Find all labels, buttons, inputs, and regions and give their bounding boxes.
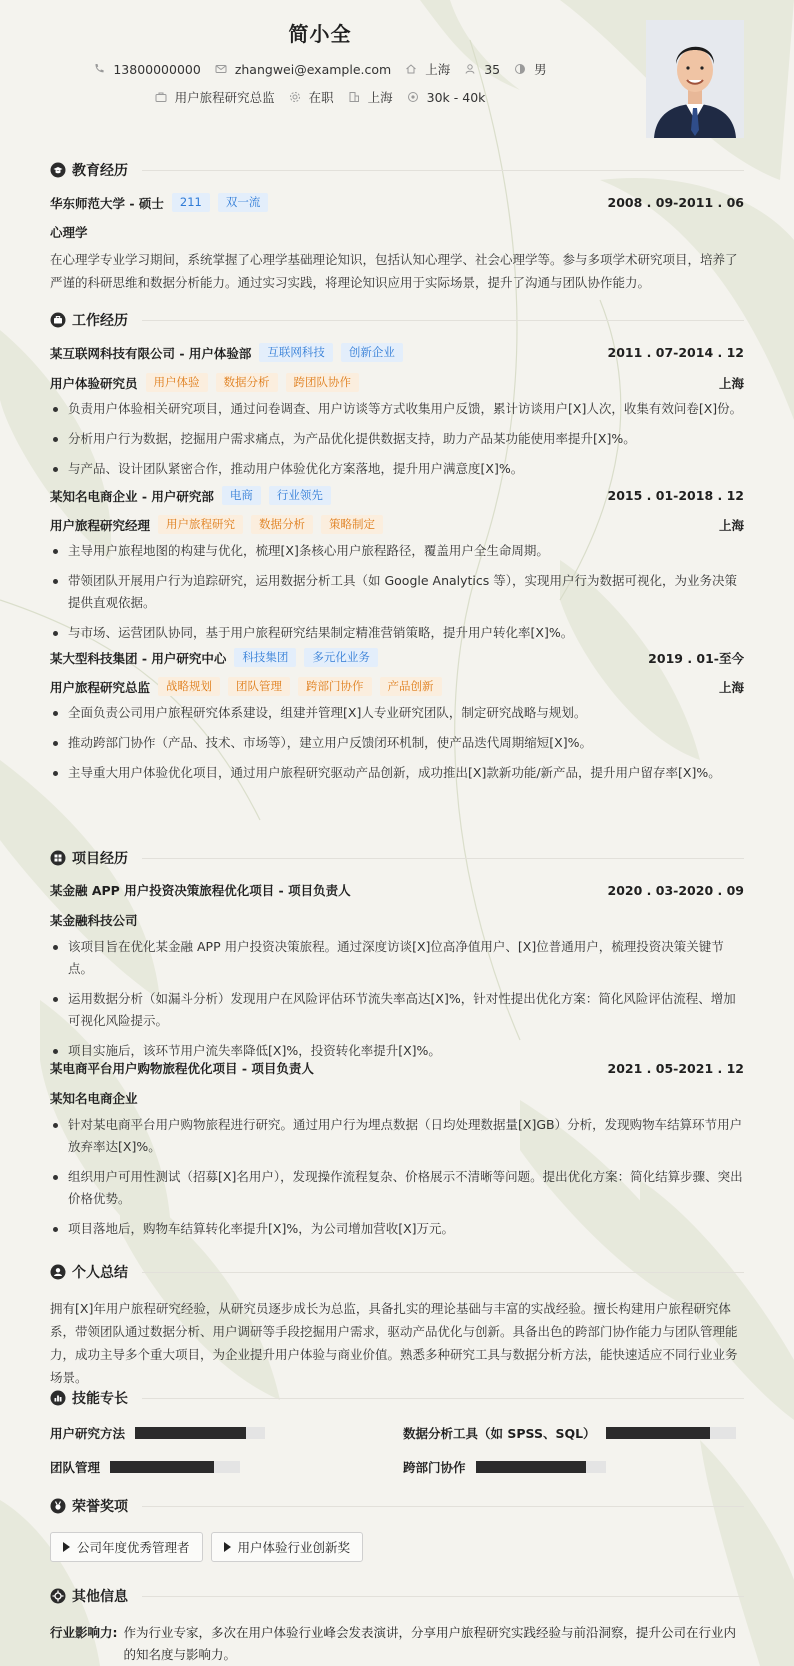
section-heading: 项目经历 — [72, 851, 128, 867]
chart-icon — [50, 1390, 66, 1406]
project-header-row — [50, 1059, 744, 1077]
section-heading: 其他信息 — [72, 1589, 128, 1605]
project-bullets — [50, 936, 744, 1070]
job-city: 上海 — [718, 517, 744, 533]
phone-item — [93, 62, 200, 77]
list-item: 针对某电商平台用户购物旅程进行研究。通过用户行为埋点数据（日均处理数据量[X]GB）分析，发现购物车结算环节用户放弃率达[X]%。 — [50, 1114, 744, 1158]
person-icon — [50, 1264, 66, 1280]
job-period: 2011 . 07-2014 . 12 — [607, 345, 744, 360]
company-name: 某知名电商企业 - 用户研究部 — [50, 488, 214, 504]
job-header-row — [50, 648, 744, 667]
school-tag: 双一流 — [218, 193, 269, 212]
summary-text: 拥有[X]年用户旅程研究经验，从研究员逐步成长为总监，具备扎实的理论基础与丰富的实战经验。擅长构建用户旅程研究体系，带领团队通过数据分析、用户调研等手段挖掘用户需求，驱动产品优化与创新。具备出色的跨部门协作能力与团队管理能力，成功主导多个重大项目，为企业提升用户体验与商业价值。熟悉多种研究工具与数据分析方法，能快速适应不同行业业务场景。 — [50, 1301, 738, 1385]
job-role-row — [50, 515, 744, 534]
gender-item — [514, 60, 547, 78]
role-tag: 跨部门协作 — [298, 677, 372, 696]
play-icon — [224, 1542, 231, 1552]
medal-icon — [50, 1498, 66, 1514]
job-header-row — [50, 486, 744, 505]
company-tag: 互联网科技 — [259, 343, 333, 362]
city-text: 上海 — [367, 90, 393, 105]
job-bullets — [50, 398, 744, 488]
user-icon — [464, 63, 476, 75]
briefcase-icon — [155, 91, 167, 103]
status-item — [289, 88, 334, 106]
work-section-title — [50, 310, 744, 330]
list-item: 带领团队开展用户行为追踪研究，运用数据分析工具（如 Google Analytics 等），实现用户行为数据可视化，为业务决策提供直观依据。 — [50, 570, 744, 614]
job-bullets — [50, 702, 744, 792]
award-item — [50, 1532, 203, 1562]
job-role-row — [50, 373, 744, 392]
status-text: 在职 — [308, 90, 334, 105]
skill-bar — [606, 1427, 736, 1439]
project-org-row — [50, 911, 744, 929]
school-tag: 211 — [172, 193, 210, 212]
skill-name: 团队管理 — [50, 1460, 101, 1475]
skill-bar-fill — [135, 1427, 246, 1439]
age-item — [464, 62, 500, 77]
salary-text: 30k - 40k — [426, 89, 486, 105]
other-section-title — [50, 1586, 744, 1606]
role-tag: 策略制定 — [321, 515, 383, 534]
job-role: 用户旅程研究经理 — [50, 517, 151, 533]
grid-icon — [50, 850, 66, 866]
skill-name: 用户研究方法 — [50, 1426, 126, 1441]
role-tag: 战略规划 — [158, 677, 220, 696]
role-tag: 数据分析 — [216, 373, 278, 392]
skill-item — [50, 1458, 240, 1476]
gender-text: 男 — [534, 62, 547, 77]
section-divider — [142, 320, 744, 321]
graduation-cap-icon — [50, 162, 66, 178]
major-row — [50, 223, 744, 241]
education-header-row — [50, 193, 744, 212]
award-name: 公司年度优秀管理者 — [77, 1540, 190, 1555]
list-item: 负责用户体验相关研究项目，通过问卷调查、用户访谈等方式收集用户反馈，累计访谈用户[X]人次，收集有效问卷[X]份。 — [50, 398, 744, 420]
section-divider — [142, 170, 744, 171]
project-period: 2020 . 03-2020 . 09 — [607, 882, 744, 898]
role-tag: 产品创新 — [380, 677, 442, 696]
email-item — [215, 62, 391, 77]
gear-icon — [289, 91, 301, 103]
skill-bar — [135, 1427, 265, 1439]
list-item: 组织用户可用性测试（招募[X]名用户），发现操作流程复杂、价格展示不清晰等问题。提出优化方案：简化结算步骤、突出价格优势。 — [50, 1166, 744, 1210]
play-icon — [63, 1542, 70, 1552]
skill-item — [50, 1424, 265, 1442]
profile-photo — [646, 20, 744, 138]
awards-section-title — [50, 1496, 744, 1516]
phone-icon — [93, 63, 105, 75]
projects-section-title — [50, 848, 744, 868]
list-item: 推动跨部门协作（产品、技术、市场等），建立用户反馈闭环机制，使产品迭代周期缩短[X]%。 — [50, 732, 744, 754]
skill-item — [403, 1458, 606, 1476]
section-heading: 工作经历 — [72, 313, 128, 329]
list-item: 与产品、设计团队紧密合作，推动用户体验优化方案落地，提升用户满意度[X]%。 — [50, 458, 744, 480]
section-heading: 荣誉奖项 — [72, 1499, 128, 1515]
skill-bar-fill — [110, 1461, 214, 1473]
company-tag: 多元化业务 — [304, 648, 378, 667]
location-item — [405, 60, 450, 78]
candidate-name: 简小全 — [288, 22, 352, 46]
project-org: 某金融科技公司 — [50, 913, 138, 928]
money-icon — [407, 91, 419, 103]
skills-section-title — [50, 1388, 744, 1408]
role-text: 用户旅程研究总监 — [174, 90, 275, 105]
role-tag: 跨团队协作 — [286, 373, 360, 392]
company-tag: 科技集团 — [234, 648, 296, 667]
education-period: 2008 . 09-2011 . 06 — [607, 195, 744, 210]
skill-name: 数据分析工具（如 SPSS、SQL） — [403, 1426, 596, 1441]
job-bullets — [50, 540, 744, 652]
email-text: zhangwei@example.com — [234, 61, 392, 77]
skill-bar-fill — [606, 1427, 710, 1439]
project-org-row — [50, 1089, 744, 1107]
skill-item — [403, 1424, 736, 1442]
project-header-row — [50, 881, 744, 899]
list-item: 分析用户行为数据，挖掘用户需求痛点，为产品优化提供数据支持，助力产品某功能使用率提升[X]%。 — [50, 428, 744, 450]
skill-bar-fill — [476, 1461, 587, 1473]
phone-text: 13800000000 — [113, 61, 201, 77]
award-name: 用户体验行业创新奖 — [237, 1540, 351, 1555]
job-period: 2019 . 01-至今 — [648, 650, 744, 666]
home-icon — [405, 63, 417, 75]
job-role-row — [50, 677, 744, 696]
project-name: 某电商平台用户购物旅程优化项目 - 项目负责人 — [50, 1061, 314, 1076]
company-tag: 行业领先 — [269, 486, 331, 505]
job-intent-row — [0, 88, 640, 106]
city-item — [348, 88, 393, 106]
company-name: 某互联网科技有限公司 - 用户体验部 — [50, 345, 252, 361]
age-text: 35 — [484, 61, 501, 77]
education-description: 在心理学专业学习期间，系统掌握了心理学基础理论知识，包括认知心理学、社会心理学等。参与多项学术研究项目，培养了严谨的科研思维和数据分析能力。通过实习实践，将理论知识应用于实际场景，提升了沟通与团队协作能力。 — [50, 252, 738, 290]
company-name: 某大型科技集团 - 用户研究中心 — [50, 650, 227, 666]
project-bullets — [50, 1114, 744, 1248]
role-tag: 数据分析 — [251, 515, 313, 534]
job-city: 上海 — [718, 679, 744, 695]
list-item: 主导重大用户体验优化项目，通过用户旅程研究驱动产品创新，成功推出[X]款新功能/新产品，提升用户留存率[X]%。 — [50, 762, 744, 784]
skill-bar — [476, 1461, 606, 1473]
job-period: 2015 . 01-2018 . 12 — [607, 488, 744, 503]
job-header-row — [50, 343, 744, 362]
awards-list — [50, 1532, 363, 1562]
briefcase-icon — [50, 312, 66, 328]
role-tag: 用户体验 — [146, 373, 208, 392]
section-divider — [142, 1506, 744, 1507]
major: 心理学 — [50, 225, 88, 240]
project-period: 2021 . 05-2021 . 12 — [607, 1060, 744, 1076]
section-heading: 个人总结 — [72, 1265, 128, 1281]
role-tag: 团队管理 — [228, 677, 290, 696]
section-divider — [142, 858, 744, 859]
building-icon — [348, 91, 360, 103]
project-name: 某金融 APP 用户投资决策旅程优化项目 - 项目负责人 — [50, 883, 351, 898]
list-item: 全面负责公司用户旅程研究体系建设，组建并管理[X]人专业研究团队，制定研究战略与规划。 — [50, 702, 744, 724]
section-divider — [142, 1596, 744, 1597]
list-item: 该项目旨在优化某金融 APP 用户投资决策旅程。通过深度访谈[X]位高净值用户、[X]位普通用户，梳理投资决策关键节点。 — [50, 936, 744, 980]
contact-row — [0, 60, 640, 78]
company-tag: 电商 — [222, 486, 261, 505]
list-item: 项目实施后，该环节用户流失率降低[X]%，投资转化率提升[X]%。 — [50, 1040, 744, 1062]
role-item — [155, 88, 275, 106]
info-icon — [50, 1588, 66, 1604]
section-heading: 技能专长 — [72, 1391, 128, 1407]
other-info-text: 作为行业专家，多次在用户体验行业峰会发表演讲，分享用户旅程研究实践经验与前沿洞察，提升公司在行业内的知名度与影响力。 — [123, 1625, 737, 1662]
list-item: 主导用户旅程地图的构建与优化，梳理[X]条核心用户旅程路径，覆盖用户全生命周期。 — [50, 540, 744, 562]
location-text: 上海 — [425, 62, 451, 77]
gender-icon — [514, 63, 526, 75]
company-tag: 创新企业 — [341, 343, 403, 362]
job-role: 用户旅程研究总监 — [50, 679, 151, 695]
list-item: 运用数据分析（如漏斗分析）发现用户在风险评估环节流失率高达[X]%，针对性提出优化方案：简化风险评估流程、增加可视化风险提示。 — [50, 988, 744, 1032]
other-info-row — [50, 1622, 744, 1666]
skill-bar — [110, 1461, 240, 1473]
list-item: 与市场、运营团队协同，基于用户旅程研究结果制定精准营销策略，提升用户转化率[X]%。 — [50, 622, 744, 644]
role-tag: 用户旅程研究 — [158, 515, 243, 534]
section-heading: 教育经历 — [72, 163, 128, 179]
list-item: 项目落地后，购物车结算转化率提升[X]%，为公司增加营收[X]万元。 — [50, 1218, 744, 1240]
education-section-title — [50, 160, 744, 180]
summary-section-title — [50, 1262, 744, 1282]
resume-header — [0, 0, 794, 150]
salary-item — [407, 90, 486, 105]
job-role: 用户体验研究员 — [50, 375, 138, 391]
award-item — [211, 1532, 364, 1562]
section-divider — [142, 1398, 744, 1399]
mail-icon — [215, 63, 227, 75]
school-degree: 华东师范大学 - 硕士 — [50, 195, 164, 211]
skill-name: 跨部门协作 — [403, 1460, 466, 1475]
other-info-label: 行业影响力: — [50, 1625, 118, 1640]
project-org: 某知名电商企业 — [50, 1091, 138, 1106]
job-city: 上海 — [718, 375, 744, 391]
section-divider — [142, 1272, 744, 1273]
